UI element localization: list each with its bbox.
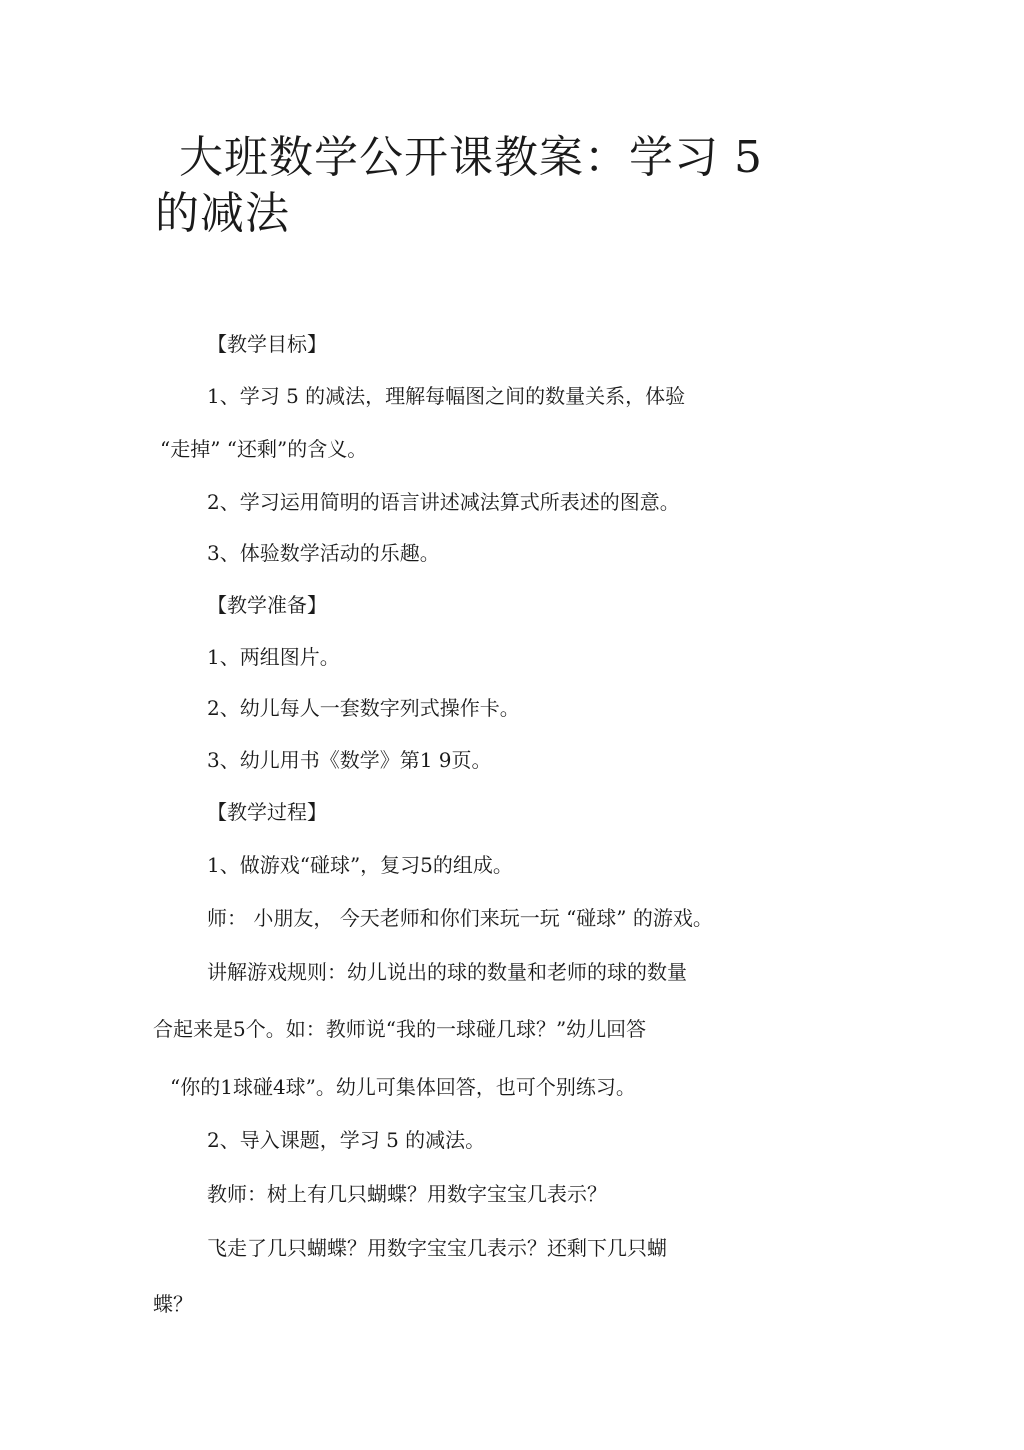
- title-line-2: 的减法: [155, 188, 290, 239]
- paragraph-line: 1、两组图片。: [207, 645, 340, 669]
- paragraph-line: 教师：树上有几只蝴蝶？用数字宝宝几表示？: [207, 1182, 607, 1206]
- paragraph-line: 3、体验数学活动的乐趣。: [207, 541, 440, 565]
- paragraph-line: 2、学习运用简明的语言讲述减法算式所表述的图意。: [207, 490, 680, 514]
- paragraph-line: 飞走了几只蝴蝶？用数字宝宝几表示？还剩下几只蝴: [207, 1236, 667, 1260]
- section-heading-objectives: 【教学目标】: [207, 332, 327, 356]
- paragraph-line: 1、做游戏“碰球”，复习5的组成。: [207, 853, 513, 877]
- title-line-1: 大班数学公开课教案：学习 5: [179, 132, 763, 183]
- paragraph-line: 蝶？: [153, 1292, 193, 1316]
- section-heading-preparation: 【教学准备】: [207, 593, 327, 617]
- paragraph-line: 2、幼儿每人一套数字列式操作卡。: [207, 696, 520, 720]
- paragraph-line: 2、导入课题，学习 5 的减法。: [207, 1128, 486, 1152]
- document-title: [155, 130, 855, 242]
- section-heading-process: 【教学过程】: [207, 800, 327, 824]
- paragraph-line: “走掉” “还剩”的含义。: [160, 437, 368, 461]
- paragraph-line: 3、幼儿用书《数学》第1 9页。: [207, 748, 492, 772]
- paragraph-line: 讲解游戏规则：幼儿说出的球的数量和老师的球的数量: [207, 960, 687, 984]
- paragraph-line: 1、学习 5 的减法，理解每幅图之间的数量关系，体验: [207, 384, 686, 408]
- paragraph-line: 合起来是5个。如：教师说“我的一球碰几球？”幼儿回答: [153, 1017, 647, 1041]
- paragraph-line: 师： 小朋友， 今天老师和你们来玩一玩 “碰球” 的游戏。: [207, 906, 713, 930]
- paragraph-line: “你的1球碰4球”。幼儿可集体回答，也可个别练习。: [170, 1075, 636, 1099]
